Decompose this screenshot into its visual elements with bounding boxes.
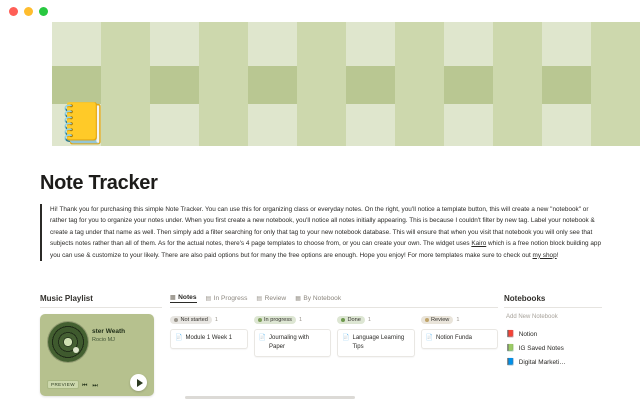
board-column [254, 316, 332, 361]
status-label: Done [347, 317, 361, 323]
notebook-label: IG Saved Notes [518, 344, 564, 352]
cover-tile [346, 104, 395, 146]
cover-tile [395, 22, 444, 66]
cover-tile [542, 22, 591, 66]
add-new-notebook-button[interactable]: Add New Notebook [506, 314, 558, 320]
board-column [421, 316, 499, 361]
cover-tile [493, 104, 542, 146]
my-shop-link[interactable]: my shop [532, 251, 557, 259]
notes-board [170, 316, 498, 361]
cover-tile [444, 104, 493, 146]
cover-tile [542, 66, 591, 104]
cover-tile [444, 66, 493, 104]
note-card-title: Module 1 Week 1 [185, 335, 233, 341]
column-count: 1 [456, 317, 460, 323]
column-count: 1 [298, 317, 303, 323]
page-icon: 📄 [258, 335, 266, 341]
column-count: 1 [214, 317, 218, 323]
track-artist: Rocio MJ [92, 337, 115, 343]
vinyl-center-hole [73, 347, 79, 353]
notebooks-list [504, 327, 602, 369]
minimize-window-button[interactable] [24, 7, 33, 16]
board-column-header [170, 316, 248, 324]
notebooks-column [498, 294, 602, 400]
status-label: In progress [264, 317, 292, 323]
note-card[interactable] [254, 329, 332, 357]
cover-tile [444, 22, 493, 66]
notebook-icon[interactable]: 📒 [58, 102, 108, 146]
cover-tile [150, 22, 199, 66]
board-column [337, 316, 415, 361]
notebook-icon: 📕 [506, 331, 515, 338]
notebook-list-item[interactable] [504, 341, 602, 355]
cover-tile [199, 66, 248, 104]
note-card-title: Notion Funda [435, 335, 473, 341]
page-icon: 📄 [425, 335, 433, 341]
status-bullet-icon [425, 318, 429, 322]
status-bullet-icon [174, 318, 178, 322]
database-view-tabs [170, 294, 498, 308]
preview-badge: PREVIEW [47, 380, 79, 389]
music-playlist-column [40, 294, 162, 400]
close-window-button[interactable] [9, 7, 18, 16]
note-card-title: Language Learning Tips [352, 335, 405, 350]
track-title: ster Weath [92, 328, 126, 335]
tab-review[interactable] [256, 295, 286, 303]
status-badge[interactable] [337, 316, 365, 324]
board-column [170, 316, 248, 361]
status-badge[interactable] [254, 316, 296, 324]
intro-callout [40, 204, 602, 261]
previous-track-icon[interactable]: ⏮ [82, 383, 88, 389]
cover-tile [52, 22, 101, 66]
board-column-header [337, 316, 415, 324]
column-count: 1 [367, 317, 371, 323]
cover-tile [346, 66, 395, 104]
note-card[interactable] [337, 329, 415, 357]
board-column-header [254, 316, 332, 324]
play-button[interactable] [130, 374, 147, 391]
music-playlist-heading: Music Playlist [40, 294, 162, 308]
player-controls [82, 383, 98, 390]
cover-tile [591, 104, 640, 146]
intro-callout-text-2: which is a free notion block building app you can use & customize to your likely. There are also paid options but for many the free options are enough. Hope you enjoy! For more templates make sure to check out [50, 240, 602, 259]
page-icon: 📄 [175, 335, 183, 341]
status-label: Not started [180, 317, 208, 323]
next-track-icon[interactable]: ⏭ [92, 383, 98, 389]
music-player-widget[interactable] [40, 314, 154, 396]
view-type-icon: ▤ [256, 295, 263, 302]
cover-tile [101, 22, 150, 66]
vinyl-record-icon [48, 322, 88, 362]
notebook-label: Digital Marketi… [518, 358, 566, 366]
cover-tile [248, 22, 297, 66]
notebook-label: Notion [518, 330, 538, 338]
status-bullet-icon [258, 318, 262, 322]
cover-tile [199, 104, 248, 146]
note-card[interactable] [170, 329, 248, 349]
tab-in-progress[interactable] [206, 295, 248, 303]
three-column-layout [40, 294, 602, 400]
cover-tile [248, 66, 297, 104]
status-label: Review [431, 317, 450, 323]
tab-label: Notes [178, 294, 197, 301]
notebooks-heading: Notebooks [504, 294, 602, 308]
notes-database-column [162, 294, 498, 400]
notebook-list-item[interactable] [504, 355, 602, 369]
tab-label: In Progress [213, 294, 248, 302]
cover-tile [150, 66, 199, 104]
page-icon: 📄 [342, 335, 350, 341]
view-type-icon: ▦ [170, 295, 176, 301]
cover-tile [52, 66, 101, 104]
note-card[interactable] [421, 329, 499, 349]
cover-tile [395, 104, 444, 146]
cover-tile [101, 104, 150, 146]
view-type-icon: ▦ [295, 295, 301, 302]
cover-tile [493, 22, 542, 66]
view-type-icon: ▤ [205, 295, 212, 302]
page-cover-image[interactable] [52, 22, 640, 146]
cover-tile [297, 22, 346, 66]
tab-label: By Notebook [303, 294, 342, 302]
notebook-icon: 📘 [506, 359, 515, 366]
board-column-header [421, 316, 499, 324]
cover-tile [591, 66, 640, 104]
cover-tile [346, 22, 395, 66]
tab-notes[interactable] [170, 294, 197, 303]
notebook-icon: 📗 [506, 345, 515, 352]
page-body [0, 146, 640, 400]
status-badge[interactable] [170, 316, 212, 324]
intro-callout-text-1: Hi! Thank you for purchasing this simple Note Tracker. You can use this for organizing class or everyday notes. On the right, you'll notice a template button, this will create a new "notebook" or rather tag for you to organize your notes under. When you first create a new notebook, you'll notice all notes initially appearing. This is because I couldn't filter by new tag. Label your notebook & create a tag under that name as well. Then simply add a filter searching for only that tag to your new notebook database. This will ensure that when you visit that notebook you will only see that subjects notes rather than all of them. As for the actual notes, there's 4 page templates to choose from, or you can create your own. The widget uses [50, 206, 595, 248]
maximize-window-button[interactable] [39, 7, 48, 16]
cover-tile [542, 104, 591, 146]
cover-checker-pattern [52, 22, 640, 146]
status-bullet-icon [341, 318, 345, 322]
status-badge[interactable] [421, 316, 454, 324]
notebook-list-item[interactable] [504, 327, 602, 341]
cover-tile [248, 104, 297, 146]
intro-callout-text-3: ! [556, 251, 559, 259]
window-titlebar [0, 0, 640, 22]
kairo-link[interactable]: Kairo [471, 240, 487, 248]
cover-tile [297, 104, 346, 146]
cover-tile [101, 66, 150, 104]
tab-label: Review [264, 294, 287, 302]
cover-tile [297, 66, 346, 104]
play-triangle-icon [137, 379, 143, 387]
cover-tile [493, 66, 542, 104]
cover-tile [591, 22, 640, 66]
track-info [92, 328, 150, 343]
cover-tile [199, 22, 248, 66]
note-card-title: Journaling with Paper [268, 335, 310, 350]
tab-by-notebook[interactable] [295, 295, 341, 303]
page-title[interactable]: Note Tracker [40, 172, 158, 194]
cover-tile [395, 66, 444, 104]
cover-tile [150, 104, 199, 146]
horizontal-scrollbar[interactable] [185, 396, 355, 399]
